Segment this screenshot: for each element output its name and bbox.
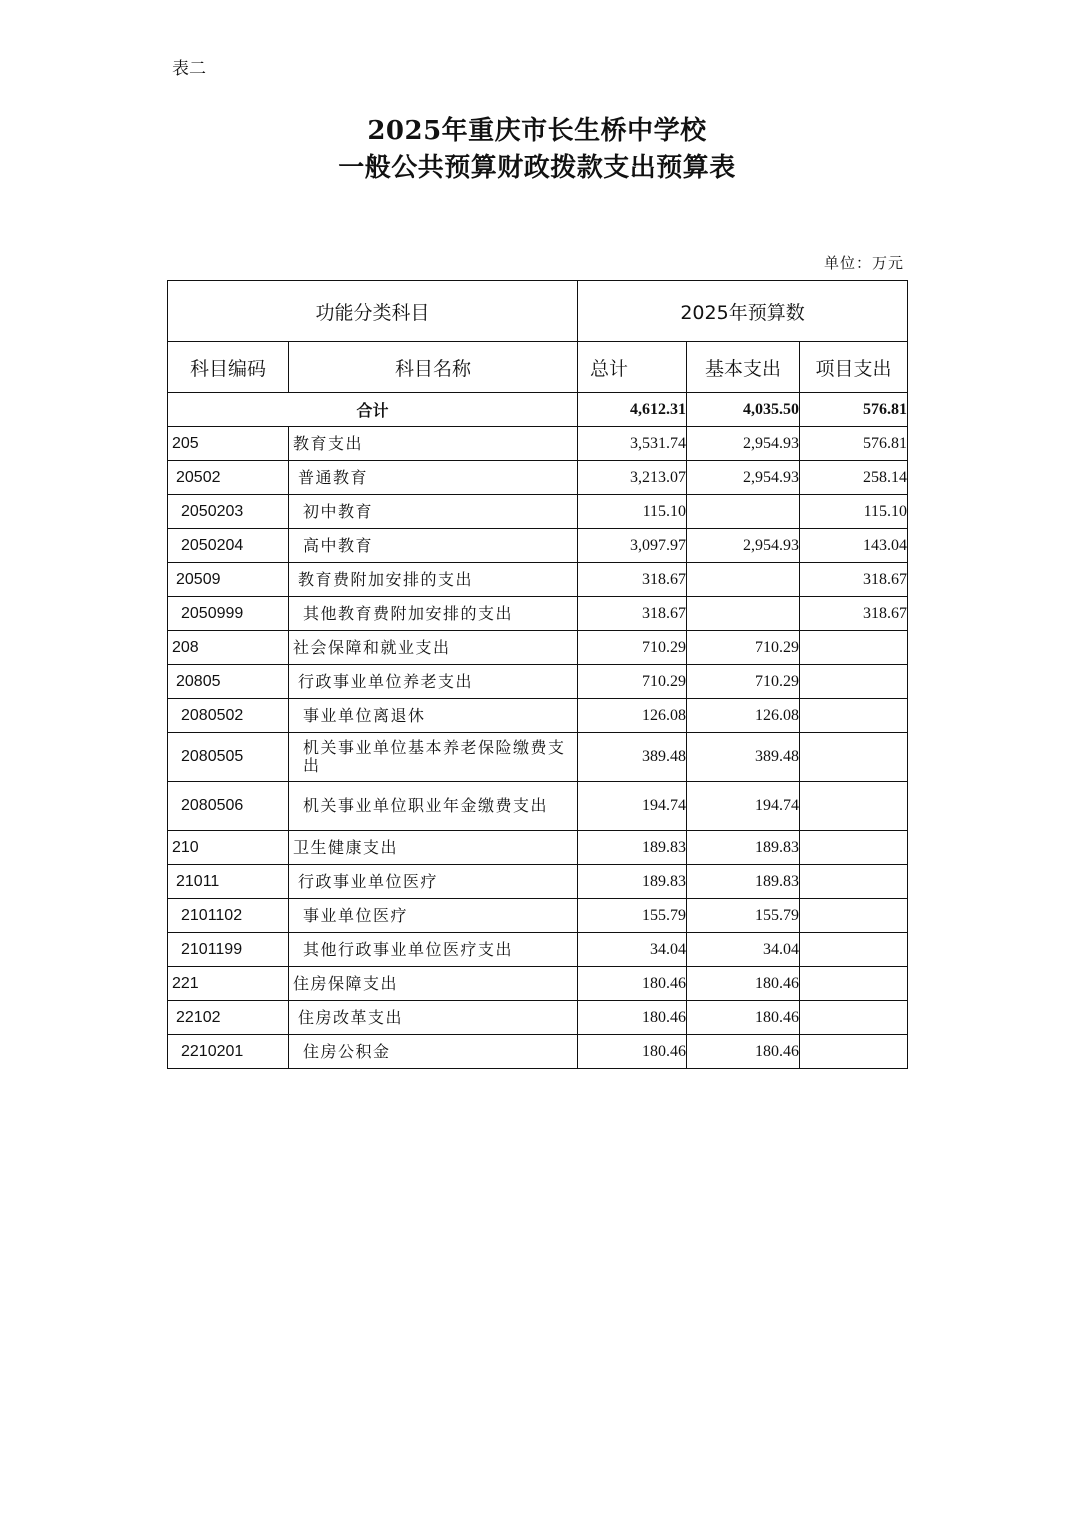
row-total: 3,097.97 — [578, 529, 687, 563]
row-total: 126.08 — [578, 699, 687, 733]
row-name: 行政事业单位医疗 — [289, 865, 578, 899]
row-code: 2080502 — [168, 699, 289, 733]
row-basic: 189.83 — [687, 831, 800, 865]
header-functional-category: 功能分类科目 — [168, 281, 578, 342]
row-name: 教育费附加安排的支出 — [289, 563, 578, 597]
row-total: 189.83 — [578, 831, 687, 865]
row-project — [800, 899, 908, 933]
header-code: 科目编码 — [168, 342, 289, 393]
table-row — [168, 782, 908, 831]
row-code: 221 — [168, 967, 289, 1001]
table-row — [168, 1035, 908, 1069]
row-project: 576.81 — [800, 427, 908, 461]
row-project — [800, 933, 908, 967]
row-total: 710.29 — [578, 631, 687, 665]
table-row — [168, 899, 908, 933]
row-code: 208 — [168, 631, 289, 665]
row-project — [800, 665, 908, 699]
row-total: 155.79 — [578, 899, 687, 933]
row-basic: 180.46 — [687, 1035, 800, 1069]
row-total: 34.04 — [578, 933, 687, 967]
row-code: 2080506 — [168, 782, 289, 831]
row-total: 194.74 — [578, 782, 687, 831]
table-row — [168, 631, 908, 665]
row-name: 教育支出 — [289, 427, 578, 461]
row-basic: 189.83 — [687, 865, 800, 899]
row-total: 180.46 — [578, 1001, 687, 1035]
row-project — [800, 733, 908, 782]
table-row — [168, 733, 908, 782]
table-row — [168, 933, 908, 967]
table-label: 表二 — [172, 59, 206, 79]
total-project: 576.81 — [800, 393, 908, 427]
row-basic: 155.79 — [687, 899, 800, 933]
row-basic: 710.29 — [687, 665, 800, 699]
row-code: 2080505 — [168, 733, 289, 782]
row-project: 115.10 — [800, 495, 908, 529]
row-basic: 126.08 — [687, 699, 800, 733]
row-name: 住房保障支出 — [289, 967, 578, 1001]
row-total: 189.83 — [578, 865, 687, 899]
row-basic — [687, 563, 800, 597]
table-row — [168, 665, 908, 699]
row-basic: 194.74 — [687, 782, 800, 831]
header-basic: 基本支出 — [687, 342, 800, 393]
table-row — [168, 967, 908, 1001]
header-column-row — [168, 342, 908, 393]
row-total: 115.10 — [578, 495, 687, 529]
row-name: 普通教育 — [289, 461, 578, 495]
row-name: 机关事业单位基本养老保险缴费支出 — [289, 733, 578, 782]
row-project — [800, 831, 908, 865]
row-project: 318.67 — [800, 597, 908, 631]
row-code: 22102 — [168, 1001, 289, 1035]
table-row — [168, 461, 908, 495]
row-code: 2101102 — [168, 899, 289, 933]
row-name: 卫生健康支出 — [289, 831, 578, 865]
row-name: 住房公积金 — [289, 1035, 578, 1069]
row-basic — [687, 597, 800, 631]
row-code: 2050204 — [168, 529, 289, 563]
row-code: 205 — [168, 427, 289, 461]
total-sum: 4,612.31 — [578, 393, 687, 427]
row-total: 710.29 — [578, 665, 687, 699]
row-name: 高中教育 — [289, 529, 578, 563]
row-basic: 34.04 — [687, 933, 800, 967]
row-project: 318.67 — [800, 563, 908, 597]
row-code: 20805 — [168, 665, 289, 699]
table-row — [168, 597, 908, 631]
table-row — [168, 699, 908, 733]
unit-label: 单位：万元 — [823, 254, 904, 272]
row-project — [800, 782, 908, 831]
table-row — [168, 529, 908, 563]
row-name: 其他教育费附加安排的支出 — [289, 597, 578, 631]
row-basic — [687, 495, 800, 529]
row-basic: 710.29 — [687, 631, 800, 665]
row-name: 初中教育 — [289, 495, 578, 529]
row-project — [800, 1035, 908, 1069]
row-code: 2101199 — [168, 933, 289, 967]
row-name: 其他行政事业单位医疗支出 — [289, 933, 578, 967]
header-budget-2025: 2025年预算数 — [578, 281, 908, 342]
row-code: 2210201 — [168, 1035, 289, 1069]
row-name: 机关事业单位职业年金缴费支出 — [289, 782, 578, 831]
row-code: 2050203 — [168, 495, 289, 529]
row-total: 180.46 — [578, 1035, 687, 1069]
row-code: 210 — [168, 831, 289, 865]
budget-table — [167, 280, 908, 1069]
table-row — [168, 495, 908, 529]
row-basic: 180.46 — [687, 1001, 800, 1035]
row-project: 143.04 — [800, 529, 908, 563]
row-name: 事业单位离退休 — [289, 699, 578, 733]
row-basic: 2,954.93 — [687, 427, 800, 461]
row-name: 事业单位医疗 — [289, 899, 578, 933]
table-row — [168, 865, 908, 899]
total-label: 合计 — [168, 393, 578, 427]
row-total: 3,531.74 — [578, 427, 687, 461]
row-total: 318.67 — [578, 597, 687, 631]
row-basic: 180.46 — [687, 967, 800, 1001]
header-project: 项目支出 — [800, 342, 908, 393]
row-project — [800, 865, 908, 899]
document-title-line2: 一般公共预算财政拨款支出预算表 — [338, 153, 736, 183]
row-basic: 2,954.93 — [687, 461, 800, 495]
table-row — [168, 563, 908, 597]
row-project — [800, 1001, 908, 1035]
row-project — [800, 631, 908, 665]
row-project: 258.14 — [800, 461, 908, 495]
row-total: 318.67 — [578, 563, 687, 597]
row-code: 20509 — [168, 563, 289, 597]
total-basic: 4,035.50 — [687, 393, 800, 427]
row-code: 21011 — [168, 865, 289, 899]
table-row — [168, 831, 908, 865]
row-total: 389.48 — [578, 733, 687, 782]
row-code: 2050999 — [168, 597, 289, 631]
table-row — [168, 1001, 908, 1035]
header-total: 总计 — [578, 342, 687, 393]
header-group-row — [168, 281, 908, 342]
row-basic: 389.48 — [687, 733, 800, 782]
row-name: 住房改革支出 — [289, 1001, 578, 1035]
row-project — [800, 699, 908, 733]
table-row — [168, 427, 908, 461]
row-code: 20502 — [168, 461, 289, 495]
row-name: 行政事业单位养老支出 — [289, 665, 578, 699]
row-project — [800, 967, 908, 1001]
total-row — [168, 393, 908, 427]
header-name: 科目名称 — [289, 342, 578, 393]
row-name: 社会保障和就业支出 — [289, 631, 578, 665]
row-basic: 2,954.93 — [687, 529, 800, 563]
row-total: 3,213.07 — [578, 461, 687, 495]
document-title-line1: 2025年重庆市长生桥中学校 — [367, 116, 707, 146]
row-total: 180.46 — [578, 967, 687, 1001]
